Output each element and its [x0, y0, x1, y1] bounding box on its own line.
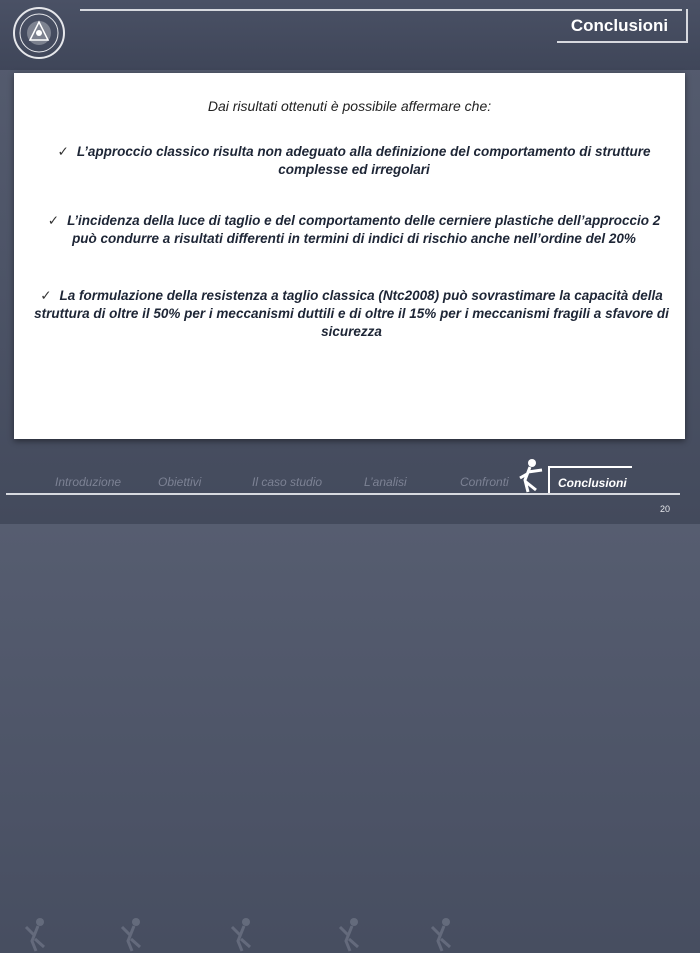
presenter-figure-icon [118, 917, 146, 953]
nav-item-analisi[interactable]: L’analisi [364, 475, 407, 489]
presenter-figure-icon [336, 917, 364, 953]
presenter-figure-icon [428, 917, 456, 953]
page-number: 20 [660, 504, 671, 514]
nav-item-confronti[interactable]: Confronti [460, 475, 509, 489]
presenter-figure-icon [516, 458, 544, 494]
content-card [14, 73, 685, 439]
nav-item-conclusioni[interactable]: Conclusioni [558, 476, 627, 490]
conclusion-bullet [44, 212, 664, 248]
nav-item-caso-studio[interactable]: Il caso studio [252, 475, 323, 489]
check-icon: ✓ [57, 144, 69, 159]
check-icon: ✓ [40, 288, 52, 303]
nav-item-obiettivi[interactable]: Obiettivi [158, 475, 202, 489]
check-icon: ✓ [47, 213, 60, 228]
presenter-figure-icon [22, 917, 50, 953]
university-seal-icon [12, 6, 66, 60]
bullet-text: L’incidenza della luce di taglio e del comportamento delle cerniere plastiche dell’approccio 2 può condurre a risultati differenti in termini di indici di rischio anche nell’ordine del 20% [67, 213, 661, 246]
bullet-text: L’approccio classico risulta non adeguato alla definizione del comportamento di strutture complesse ed irregolari [76, 144, 651, 177]
intro-text: Dai risultati ottenuti è possibile affermare che: [207, 98, 492, 114]
conclusion-bullet [34, 287, 669, 341]
nav-item-introduzione[interactable]: Introduzione [55, 475, 122, 489]
presenter-figure-icon [228, 917, 256, 953]
page-title: Conclusioni [570, 16, 669, 35]
bullet-text: La formulazione della resistenza a taglio classica (Ntc2008) può sovrastimare la capacità della struttura di oltre il 50% per i meccanismi duttili e di oltre il 15% per i meccanismi fragili a sfavore di sicurezza [34, 288, 669, 339]
footer-rule [6, 493, 680, 495]
conclusion-bullet [34, 143, 674, 179]
